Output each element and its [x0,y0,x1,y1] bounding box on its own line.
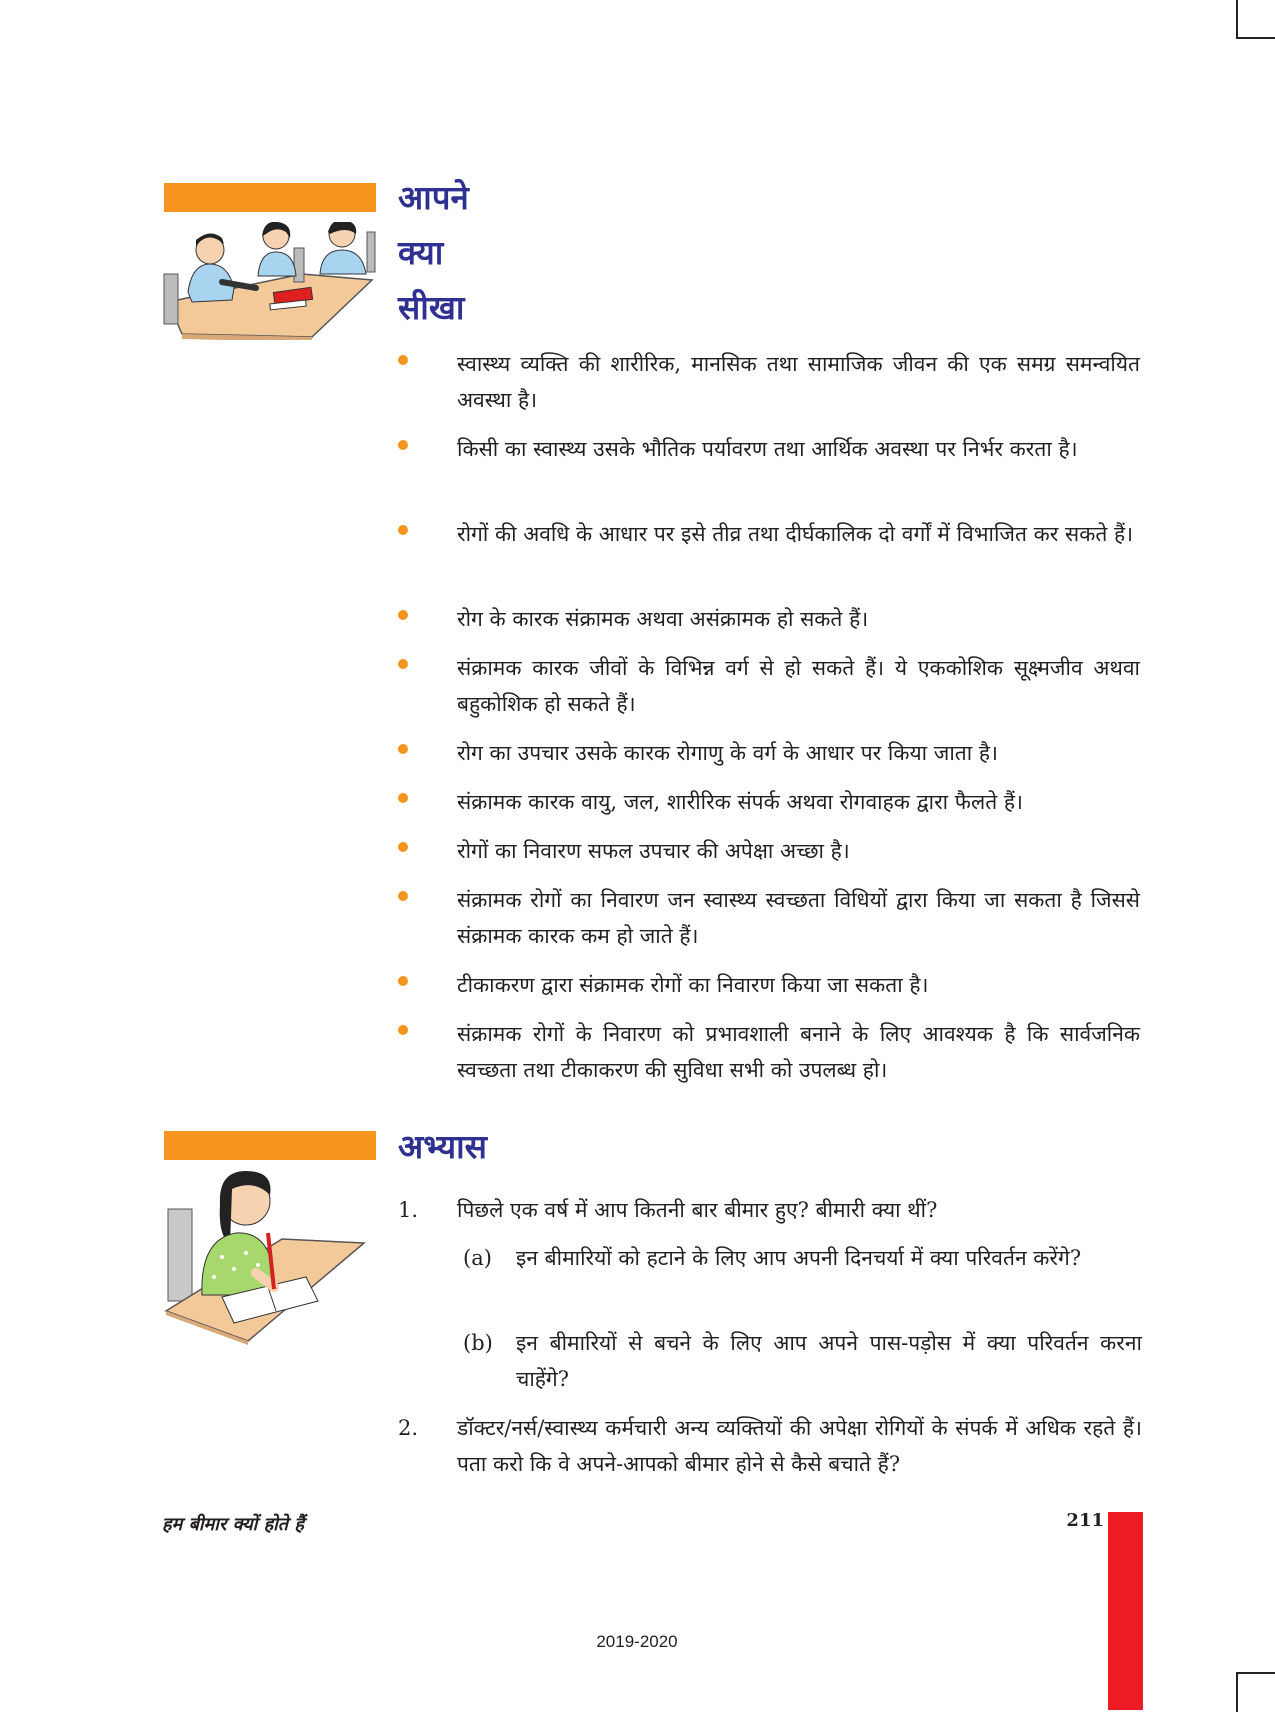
list-item-text: रोगों की अवधि के आधार पर इसे तीव्र तथा दीर्घकालिक दो वर्गों में विभाजित कर सकते हैं। [457,522,1134,546]
bullet-dot-icon [398,842,408,852]
bullet-dot-icon [398,525,408,535]
question-number: 2. [398,1416,419,1440]
list-item-text: रोग के कारक संक्रामक अथवा असंक्रामक हो सकते हैं। [457,607,869,631]
list-item-text: टीकाकरण द्वारा संक्रामक रोगों का निवारण किया जा सकता है। [457,973,929,997]
page-edge-bar [1108,1512,1143,1710]
bullet-dot-icon [398,744,408,754]
list-item-text: संक्रामक कारक वायु, जल, शारीरिक संपर्क अथवा रोगवाहक द्वारा फैलते हैं। [457,790,1023,814]
bullet-dot-icon [398,793,408,803]
bullet-dot-icon [398,440,408,450]
list-item-text: रोगों का निवारण सफल उपचार की अपेक्षा अच्छा है। [457,839,850,863]
bullet-dot-icon [398,1025,408,1035]
list-item-text: संक्रामक रोगों के निवारण को प्रभावशाली बनाने के लिए आवश्यक है कि सार्वजनिक स्वच्छता तथा टीकाकरण की सुविधा सभी को उपलब्ध हो। [457,1022,1140,1082]
subpart-label: (b) [463,1331,493,1355]
heading-line: क्या [398,233,444,272]
crop-mark-top-right [1236,0,1275,39]
bullet-dot-icon [398,891,408,901]
edition-year: 2019-2020 [596,1632,678,1651]
girl-writing-illustration [162,1165,368,1345]
heading-line: आपने [398,178,469,217]
list-item-text: संक्रामक रोगों का निवारण जन स्वास्थ्य स्वच्छता विधियों द्वारा किया जा सकता है जिससे संक्रामक कारक कम हो जाते हैं। [457,888,1140,948]
list-item-text: स्वास्थ्य व्यक्ति की शारीरिक, मानसिक तथा सामाजिक जीवन की एक समग्र समन्वयित अवस्था है। [457,352,1140,412]
crop-mark-bottom-right [1236,1672,1275,1712]
bullet-dot-icon [398,659,408,669]
students-discussion-illustration [162,222,376,340]
heading-line: अभ्यास [398,1127,487,1166]
question-text: डॉक्टर/नर्स/स्वास्थ्य कर्मचारी अन्य व्यक्तियों की अपेक्षा रोगियों के संपर्क में अधिक रहते हैं। पता करो कि वे अपने-आपको बीमार होने से कैसे बचाते हैं? [457,1416,1142,1476]
section-heading-exercises [398,1119,487,1174]
list-item-text: किसी का स्वास्थ्य उसके भौतिक पर्यावरण तथा आर्थिक अवस्था पर निर्भर करता है। [457,437,1078,461]
page-number: 211 [1066,1510,1104,1531]
chapter-title-footer: हम बीमार क्यों होते हैं [162,1514,304,1535]
subpart-text: इन बीमारियों से बचने के लिए आप अपने पास-पड़ोस में क्या परिवर्तन करना चाहेंगे? [516,1331,1142,1391]
section-heading-learned [398,170,469,335]
subpart-text: इन बीमारियों को हटाने के लिए आप अपनी दिनचर्या में क्या परिवर्तन करेंगे? [516,1246,1082,1270]
section-accent-bar [164,1131,376,1160]
list-item-text: रोग का उपचार उसके कारक रोगाणु के वर्ग के आधार पर किया जाता है। [457,741,998,765]
subpart-label: (a) [463,1246,492,1270]
bullet-dot-icon [398,976,408,986]
bullet-dot-icon [398,355,408,365]
heading-line: सीखा [398,288,465,327]
section-accent-bar [164,183,376,212]
list-item-text: संक्रामक कारक जीवों के विभिन्न वर्ग से हो सकते हैं। ये एककोशिक सूक्ष्मजीव अथवा बहुकोशिक हो सकते हैं। [457,656,1140,716]
bullet-dot-icon [398,610,408,620]
question-text: पिछले एक वर्ष में आप कितनी बार बीमार हुए? बीमारी क्या थीं? [457,1198,938,1222]
question-number: 1. [398,1198,419,1222]
